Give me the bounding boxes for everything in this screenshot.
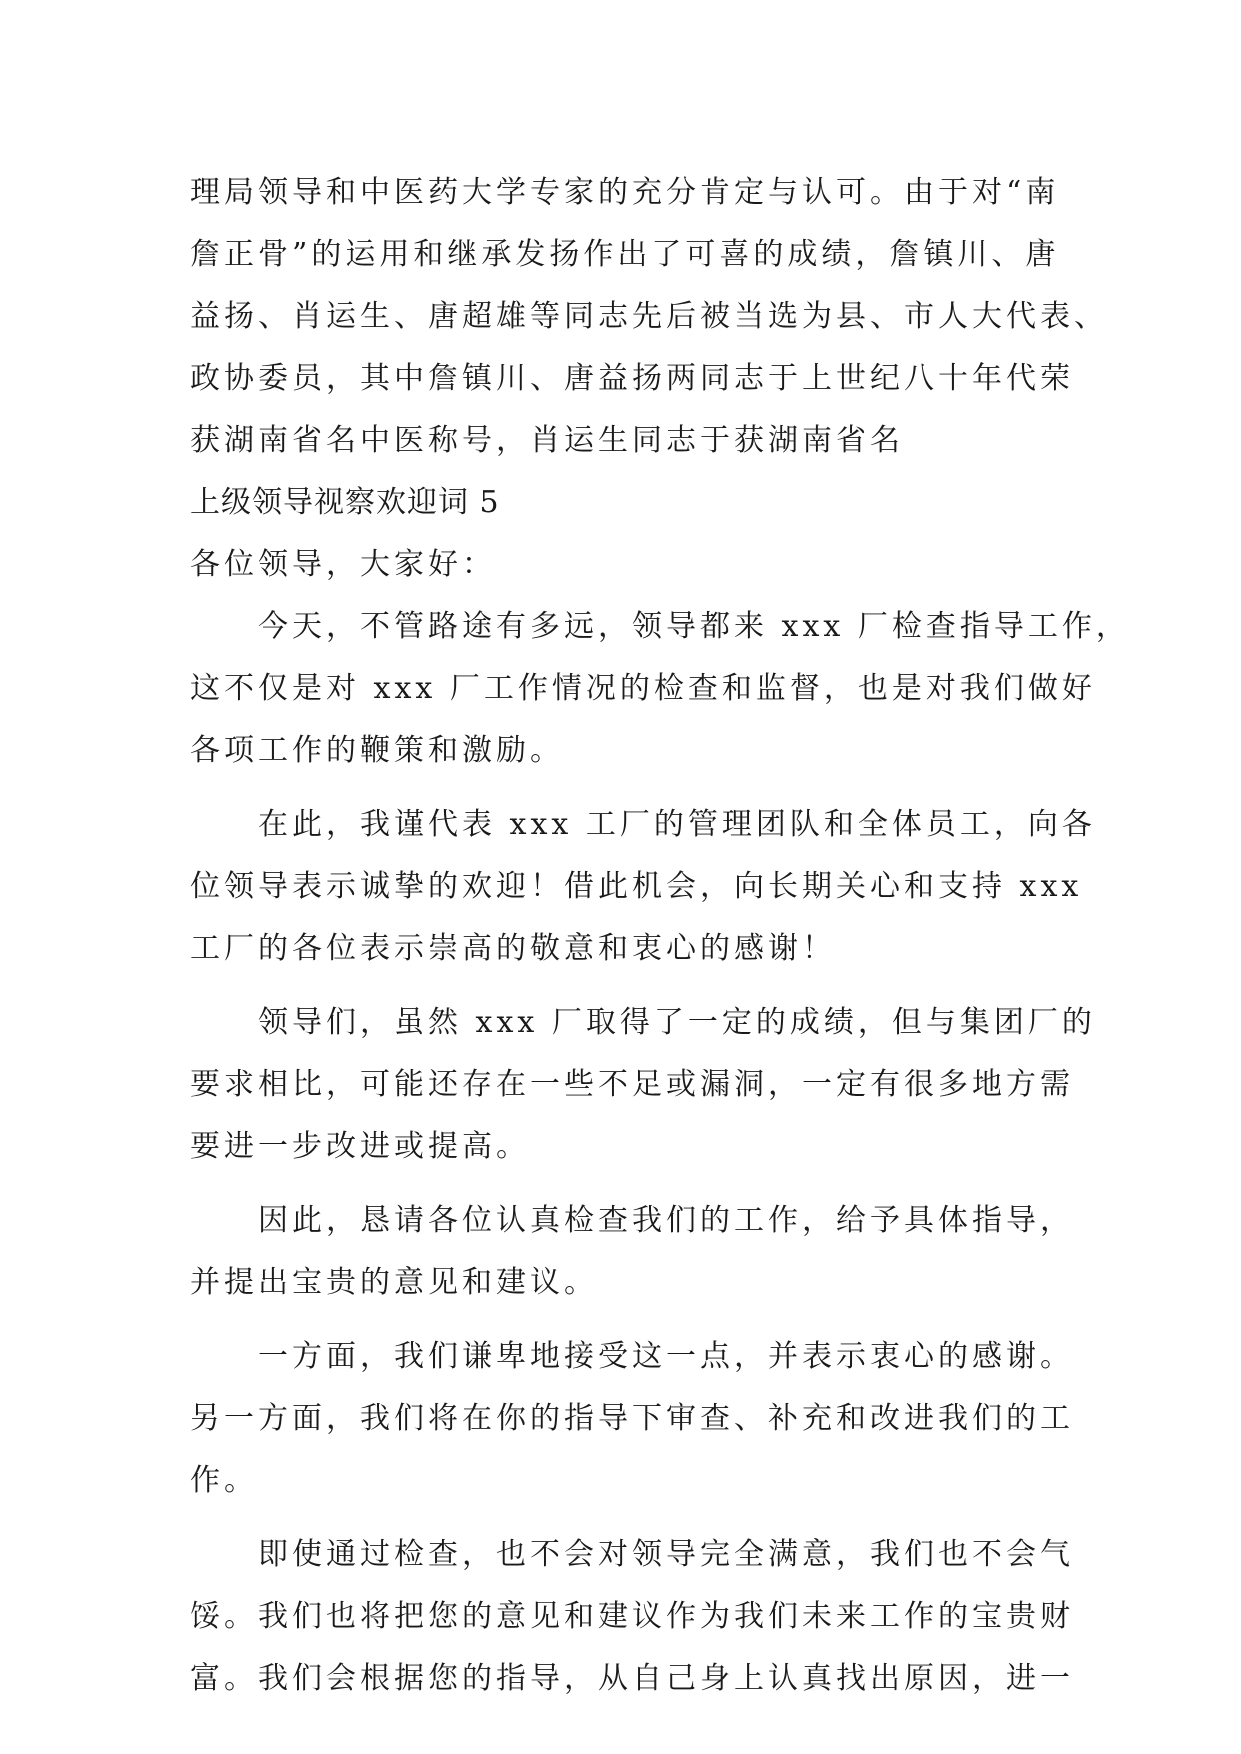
text-line: 获湖南省名中医称号，肖运生同志于获湖南省名 xyxy=(190,423,904,458)
text-line: 今天，不管路途有多远，领导都来 xxx 厂检查指导工作， xyxy=(190,609,1130,644)
continued-paragraph xyxy=(190,162,1108,472)
text-line: 即使通过检查，也不会对领导完全满意，我们也不会气 xyxy=(190,1537,1074,1572)
text-line: 并提出宝贵的意见和建议。 xyxy=(190,1265,598,1300)
text-line: 馁。我们也将把您的意见和建议作为我们未来工作的宝贵财 xyxy=(190,1599,1074,1634)
text-line: 一方面，我们谦卑地接受这一点，并表示衷心的感谢。 xyxy=(190,1339,1074,1374)
text-line: 在此，我谨代表 xxx 工厂的管理团队和全体员工，向各 xyxy=(190,807,1096,842)
text-line: 另一方面，我们将在你的指导下审查、补充和改进我们的工 xyxy=(190,1401,1074,1436)
paragraph xyxy=(190,794,1096,980)
text-line: 益扬、肖运生、唐超雄等同志先后被当选为县、市人大代表、 xyxy=(190,299,1108,334)
paragraph xyxy=(190,596,1130,782)
text-line: 因此，恳请各位认真检查我们的工作，给予具体指导， xyxy=(190,1203,1074,1238)
text-line: 这不仅是对 xxx 厂工作情况的检查和监督，也是对我们做好 xyxy=(190,671,1096,706)
text-line: 领导们，虽然 xxx 厂取得了一定的成绩，但与集团厂的 xyxy=(190,1005,1096,1040)
text-line: 政协委员，其中詹镇川、唐益扬两同志于上世纪八十年代荣 xyxy=(190,361,1074,396)
text-line: 各项工作的鞭策和激励。 xyxy=(190,733,564,768)
text-line: 作。 xyxy=(190,1463,258,1498)
document-body xyxy=(190,162,1130,1710)
text-line: 位领导表示诚挚的欢迎！借此机会，向长期关心和支持 xxx xyxy=(190,869,1083,904)
section-title: 上级领导视察欢迎词 5 xyxy=(190,485,500,520)
text-line: 詹正骨”的运用和继承发扬作出了可喜的成绩，詹镇川、唐 xyxy=(190,237,1060,272)
paragraph xyxy=(190,1326,1074,1512)
salutation: 各位领导，大家好： xyxy=(190,547,496,582)
paragraph xyxy=(190,1190,1074,1314)
text-line: 要进一步改进或提高。 xyxy=(190,1129,530,1164)
text-line: 工厂的各位表示崇高的敬意和衷心的感谢！ xyxy=(190,931,836,966)
paragraph xyxy=(190,1524,1074,1710)
text-line: 要求相比，可能还存在一些不足或漏洞，一定有很多地方需 xyxy=(190,1067,1074,1102)
text-line: 富。我们会根据您的指导，从自己身上认真找出原因，进一 xyxy=(190,1661,1074,1696)
paragraph xyxy=(190,992,1096,1178)
text-line: 理局领导和中医药大学专家的充分肯定与认可。由于对“南 xyxy=(190,175,1060,210)
